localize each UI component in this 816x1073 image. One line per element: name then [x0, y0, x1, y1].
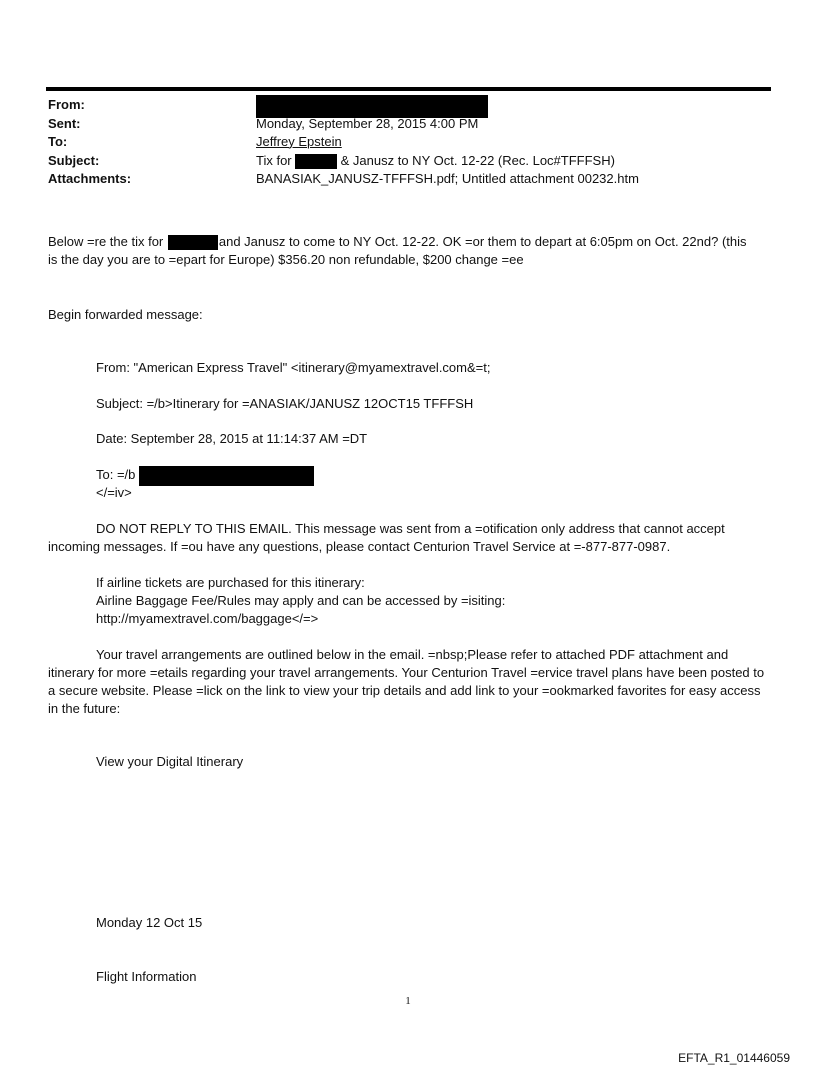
attachments-row	[48, 170, 639, 189]
sent-value: Monday, September 28, 2015 4:00 PM	[256, 115, 479, 131]
flight-information: Flight Information	[96, 969, 197, 984]
subject-prefix: Tix for	[256, 152, 292, 168]
intro-line-2: is the day you are to =epart for Europe) $356.20 non refundable, $200 change =ee	[48, 252, 524, 267]
attachments-value[interactable]: BANASIAK_JANUSZ-TFFFSH.pdf; Untitled attachment 00232.htm	[256, 171, 639, 186]
airline-line-2: Airline Baggage Fee/Rules may apply and can be accessed by =isiting:	[96, 593, 506, 608]
header-divider	[46, 87, 771, 91]
subject-suffix: & Janusz to NY Oct. 12-22 (Rec. Loc#TFFFSH)	[340, 152, 615, 168]
forwarded-from: From: "American Express Travel" <itinerary@myamextravel.com&=t;	[96, 360, 491, 375]
to-label: To:	[48, 134, 68, 149]
from-value	[256, 96, 488, 115]
baggage-link[interactable]: http://myamextravel.com/baggage</=>	[96, 611, 319, 626]
sent-label: Sent:	[48, 115, 81, 131]
subject-value	[256, 152, 615, 171]
email-header	[48, 96, 639, 189]
intro-prefix: Below =re the tix for	[48, 234, 164, 249]
date-line: Monday 12 Oct 15	[96, 915, 203, 930]
subject-row	[48, 152, 639, 171]
intro-line-1	[48, 233, 747, 251]
from-label: From:	[48, 97, 85, 112]
document-id: EFTA_R1_01446059	[678, 1051, 790, 1065]
forwarded-to: To: =/b	[96, 467, 136, 482]
intro-line1-suffix: and Janusz to come to NY Oct. 12-22. OK =or them to depart at 6:05pm on Oct. 22nd? (this	[218, 234, 747, 249]
attachments-label: Attachments:	[48, 171, 132, 186]
do-not-reply-paragraph: DO NOT REPLY TO THIS EMAIL. This message was sent from a =otification only address that cannot accept incoming messages. If =ou have any questions, please contact Centurion Travel Service at =-877-877-0987.	[48, 521, 725, 554]
subject-label: Subject:	[48, 152, 100, 168]
redaction-box	[168, 235, 218, 250]
view-itinerary-link[interactable]: View your Digital Itinerary	[96, 754, 244, 769]
airline-line-1: If airline tickets are purchased for this itinerary:	[96, 575, 365, 590]
forwarded-subject: Subject: =/b>Itinerary for =ANASIAK/JANUSZ 12OCT15 TFFFSH	[96, 396, 474, 411]
to-row	[48, 133, 639, 152]
sent-row	[48, 115, 639, 134]
forwarded-div-tag: </=iv>	[96, 485, 132, 500]
forwarded-date: Date: September 28, 2015 at 11:14:37 AM =DT	[96, 431, 368, 446]
redaction-box	[295, 154, 337, 169]
arrangements-paragraph: Your travel arrangements are outlined below in the email. =nbsp;Please refer to attached PDF attachment and itinerary for more =etails regarding your travel arrangements. Your Centurion Travel =ervice travel plans have been posted to a secure website. Please =lick on the link to view your trip details and add link to your =ookmarked favorites for easy access in the future:	[48, 647, 765, 716]
begin-forwarded: Begin forwarded message:	[48, 307, 203, 322]
page-number: 1	[405, 995, 411, 1007]
from-row	[48, 96, 639, 115]
redaction-box	[139, 466, 314, 486]
to-value: Jeffrey Epstein	[256, 134, 342, 149]
